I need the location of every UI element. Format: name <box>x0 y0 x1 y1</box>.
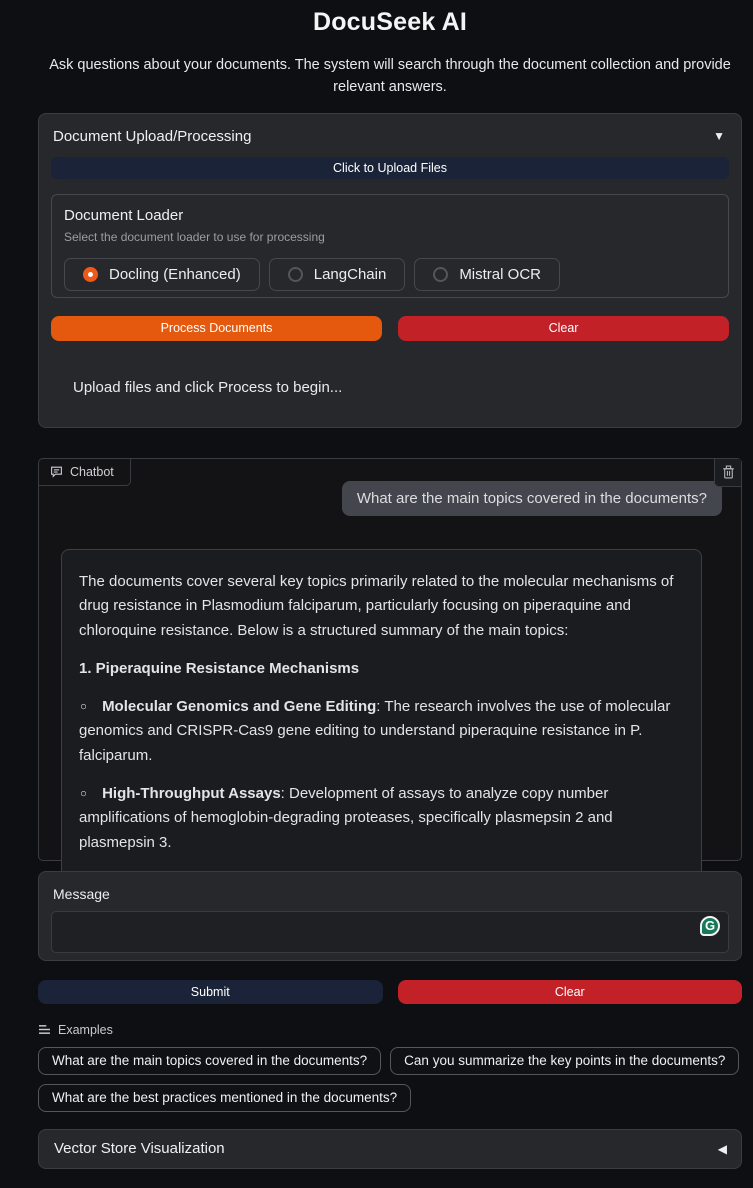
clear-chat-button[interactable] <box>714 459 741 487</box>
bot-bullet-2: ○ High-Throughput Assays: Development of assays to analyze copy number amplifications of hemoglobin-degrading proteases, specifically plasmepsin 2 and plasmepsin 3. <box>79 785 613 851</box>
loader-radio-group <box>64 258 716 291</box>
accordion-collapse-icon[interactable]: ▼ <box>713 129 725 144</box>
radio-unselected-icon <box>433 267 448 282</box>
vector-store-accordion[interactable] <box>38 1129 742 1169</box>
user-message-bubble[interactable]: What are the main topics covered in the documents? <box>342 481 722 516</box>
message-label: Message <box>53 885 110 902</box>
page-description: Ask questions about your documents. The system will search through the document collection and provide relevant answers. <box>49 57 731 96</box>
accordion-expand-icon[interactable]: ◀ <box>717 1141 727 1156</box>
document-loader-info: Select the document loader to use for processing <box>64 229 325 244</box>
bullet-circle-icon: ○ <box>80 700 87 714</box>
bot-section-heading: 1. Piperaquine Resistance Mechanisms <box>79 659 360 677</box>
radio-unselected-icon <box>288 267 303 282</box>
chatbot-container <box>38 458 742 861</box>
grammarly-icon[interactable]: G <box>700 916 720 936</box>
process-documents-button[interactable]: Process Documents <box>51 316 382 341</box>
examples-label-text: Examples <box>58 1022 113 1037</box>
user-message-row <box>39 459 741 516</box>
upload-clear-button[interactable]: Clear <box>398 316 729 341</box>
upload-accordion-title: Document Upload/Processing <box>53 127 252 145</box>
list-icon <box>38 1024 51 1035</box>
radio-langchain[interactable] <box>269 258 406 291</box>
page-title: DocuSeek AI <box>312 8 468 36</box>
bullet-circle-icon: ○ <box>80 787 87 801</box>
radio-docling[interactable] <box>64 258 260 291</box>
document-loader-group <box>51 194 729 298</box>
trash-icon <box>722 465 735 479</box>
message-input[interactable] <box>51 911 729 953</box>
example-question-1[interactable]: What are the main topics covered in the documents? <box>38 1047 381 1075</box>
examples-row <box>38 1047 742 1112</box>
example-question-3[interactable]: What are the best practices mentioned in the documents? <box>38 1084 411 1112</box>
vector-store-title: Vector Store Visualization <box>54 1140 225 1158</box>
chat-clear-button[interactable]: Clear <box>398 980 743 1004</box>
radio-mistral-ocr[interactable] <box>414 258 560 291</box>
submit-button[interactable]: Submit <box>38 980 383 1004</box>
bot-intro-paragraph: The documents cover several key topics primarily related to the molecular mechanisms of drug resistance in Plasmodium falciparum, particularly focusing on piperaquine and chloroquine resistance. Below is a structured summary of the main topics: <box>79 572 674 639</box>
radio-docling-label: Docling (Enhanced) <box>109 265 241 283</box>
chatbot-label <box>39 459 131 486</box>
radio-selected-icon <box>83 267 98 282</box>
bot-bullet-1: ○ Molecular Genomics and Gene Editing: The research involves the use of molecular genomics and CRISPR-Cas9 gene editing to understand piperaquine resistance in P. falciparum. <box>79 698 671 764</box>
chatbot-label-text: Chatbot <box>70 464 114 479</box>
process-clear-row <box>51 316 729 341</box>
message-panel <box>38 871 742 961</box>
submit-clear-row <box>38 980 742 1004</box>
examples-label <box>38 1023 742 1037</box>
radio-mistral-label: Mistral OCR <box>459 265 541 283</box>
message-input-wrap <box>51 911 729 957</box>
document-loader-label: Document Loader <box>64 206 184 224</box>
chat-bubble-icon <box>50 465 63 478</box>
upload-accordion-header[interactable] <box>51 126 729 145</box>
upload-processing-panel <box>38 113 742 428</box>
processing-status-text: Upload files and click Process to begin... <box>73 378 343 396</box>
upload-files-button[interactable]: Click to Upload Files <box>51 157 729 179</box>
radio-langchain-label: LangChain <box>313 265 387 283</box>
example-question-2[interactable]: Can you summarize the key points in the documents? <box>390 1047 739 1075</box>
